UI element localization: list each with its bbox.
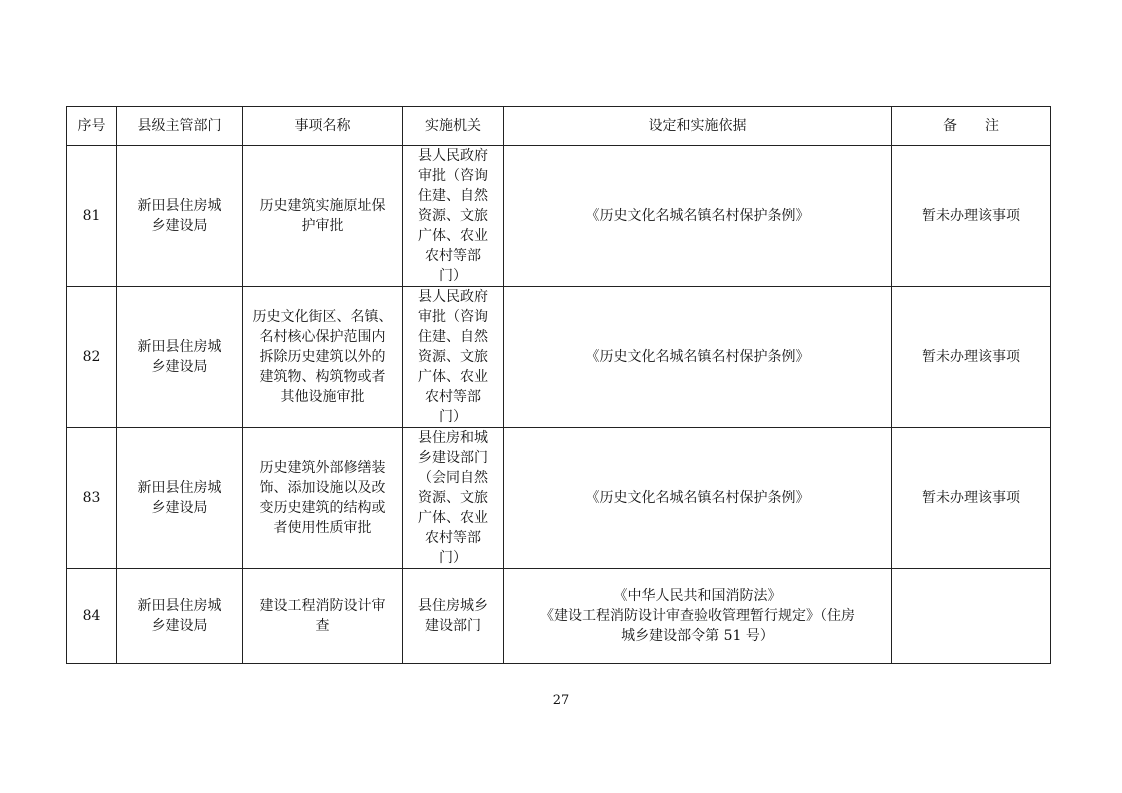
cell-remark: 暂未办理该事项 [892, 146, 1051, 287]
cell-line: 住建、自然 [418, 188, 488, 204]
cell-line: 门） [439, 409, 467, 425]
cell-line: 乡建设局 [151, 359, 208, 375]
cell-line: 新田县住房城 [137, 198, 222, 214]
cell-line: 历史文化街区、名镇、 [252, 309, 393, 325]
cell-line: 《历史文化名城名镇名村保护条例》 [585, 349, 810, 365]
cell-dept [117, 146, 243, 287]
cell-line: 建筑物、构筑物或者 [259, 369, 386, 385]
cell-line: 《历史文化名城名镇名村保护条例》 [585, 490, 810, 506]
cell-agency [403, 146, 504, 287]
cell-line: 审批（咨询 [418, 309, 488, 325]
cell-item [243, 428, 403, 569]
cell-line: 农村等部 [425, 248, 481, 264]
table-row [67, 569, 1051, 664]
cell-line: 《历史文化名城名镇名村保护条例》 [585, 208, 810, 224]
cell-line: 建设工程消防设计审 [259, 598, 386, 614]
cell-line: 农村等部 [425, 389, 481, 405]
cell-line: 资源、文旅 [418, 208, 488, 224]
cell-line: 广体、农业 [418, 228, 488, 244]
cell-line: 饰、添加设施以及改 [259, 480, 386, 496]
cell-line: 《建设工程消防设计审查验收管理暂行规定》（住房 [540, 608, 855, 624]
cell-line: 住建、自然 [418, 329, 488, 345]
cell-basis [504, 146, 892, 287]
cell-line: 查 [315, 618, 330, 634]
header-basis: 设定和实施依据 [504, 107, 892, 146]
cell-line: 门） [439, 268, 467, 284]
cell-line: 农村等部 [425, 530, 481, 546]
cell-agency [403, 287, 504, 428]
cell-dept [117, 569, 243, 664]
document-table [66, 106, 1051, 664]
cell-basis [504, 428, 892, 569]
cell-remark [892, 569, 1051, 664]
cell-line: 广体、农业 [418, 510, 488, 526]
table-row [67, 146, 1051, 287]
cell-line: 名村核心保护范围内 [259, 329, 386, 345]
cell-line: 建设部门 [425, 618, 481, 634]
cell-line: 县人民政府 [418, 148, 488, 164]
cell-line: 新田县住房城 [137, 339, 222, 355]
cell-line: （会同自然 [418, 470, 488, 486]
cell-line: 广体、农业 [418, 369, 488, 385]
cell-line: 拆除历史建筑以外的 [259, 349, 386, 365]
header-remark: 备 注 [892, 107, 1051, 146]
header-item: 事项名称 [243, 107, 403, 146]
cell-line: 乡建设局 [151, 618, 208, 634]
cell-seq: 81 [67, 146, 117, 287]
cell-line: 乡建设部门 [418, 450, 488, 466]
cell-line: 者使用性质审批 [273, 520, 372, 536]
cell-basis [504, 287, 892, 428]
cell-line: 护审批 [301, 218, 344, 234]
cell-line: 县住房和城 [418, 430, 488, 446]
cell-seq: 82 [67, 287, 117, 428]
table-row [67, 287, 1051, 428]
cell-line: 历史建筑外部修缮装 [259, 460, 386, 476]
header-row [67, 107, 1051, 146]
header-dept: 县级主管部门 [117, 107, 243, 146]
cell-dept [117, 287, 243, 428]
cell-line: 乡建设局 [151, 500, 208, 516]
cell-line: 资源、文旅 [418, 490, 488, 506]
header-seq: 序号 [67, 107, 117, 146]
cell-line: 城乡建设部令第 51 号） [621, 628, 774, 644]
cell-seq: 84 [67, 569, 117, 664]
cell-remark: 暂未办理该事项 [892, 287, 1051, 428]
cell-basis [504, 569, 892, 664]
table-row [67, 428, 1051, 569]
cell-line: 县人民政府 [418, 289, 488, 305]
header-agency: 实施机关 [403, 107, 504, 146]
cell-remark: 暂未办理该事项 [892, 428, 1051, 569]
cell-dept [117, 428, 243, 569]
cell-line: 《中华人民共和国消防法》 [613, 588, 782, 604]
cell-item [243, 146, 403, 287]
cell-agency [403, 428, 504, 569]
page-number: 27 [552, 693, 570, 708]
cell-line: 其他设施审批 [280, 389, 365, 405]
cell-line: 乡建设局 [151, 218, 208, 234]
cell-item [243, 569, 403, 664]
cell-item [243, 287, 403, 428]
cell-line: 门） [439, 550, 467, 566]
cell-line: 变历史建筑的结构或 [259, 500, 386, 516]
cell-line: 新田县住房城 [137, 480, 222, 496]
cell-line: 资源、文旅 [418, 349, 488, 365]
cell-line: 县住房城乡 [418, 598, 488, 614]
cell-line: 新田县住房城 [137, 598, 222, 614]
cell-seq: 83 [67, 428, 117, 569]
cell-line: 审批（咨询 [418, 168, 488, 184]
cell-line: 历史建筑实施原址保 [259, 198, 386, 214]
cell-agency [403, 569, 504, 664]
